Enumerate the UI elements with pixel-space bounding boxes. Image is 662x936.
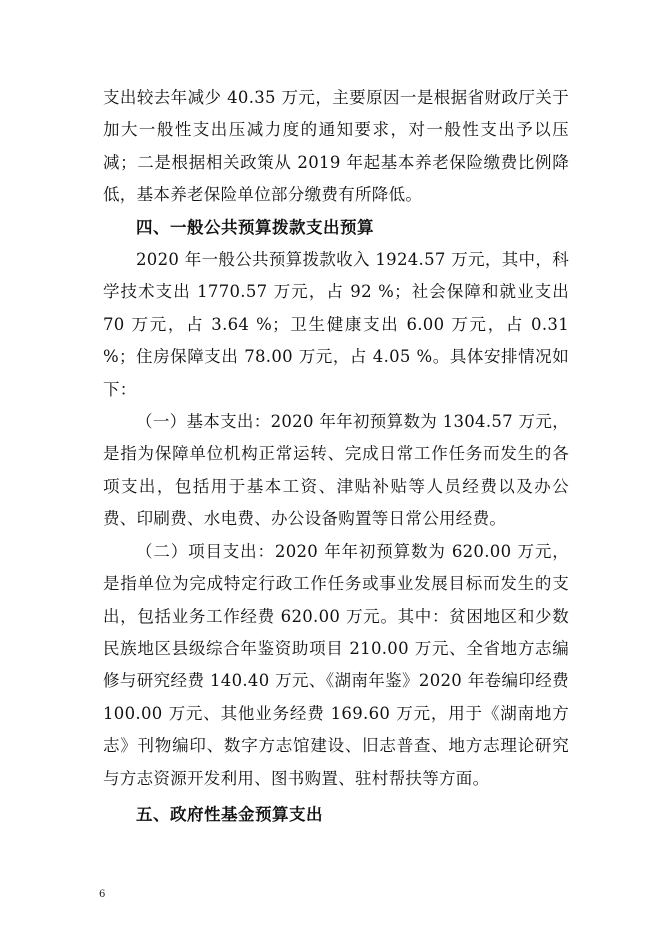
paragraph-appropriation-income: 2020 年一般公共预算拨款收入 1924.57 万元，其中，科学技术支出 1770.57 万元，占 92 %；社会保障和就业支出 70 万元，占 3.64 %；卫生健康支出 6.00 万元，占 0.31 %；住房保障支出 78.00 万元，占 4.05 %。具体安排情况如下： [103,250,569,399]
paragraph-expense-reduction: 支出较去年减少 40.35 万元，主要原因一是根据省财政厅关于加大一般性支出压减力度的通知要求，对一般性支出予以压减；二是根据相关政策从 2019 年起基本养老保险缴费比例降低，基本养老保险单位部分缴费有所降低。 [103,88,569,205]
section-heading-4: 四、一般公共预算拨款支出预算 [136,217,374,237]
page-content [103,82,569,831]
section-heading-5: 五、政府性基金预算支出 [136,804,323,824]
paragraph-project-expenditure: （二）项目支出：2020 年年初预算数为 620.00 万元，是指单位为完成特定行政工作任务或事业发展目标而发生的支出，包括业务工作经费 620.00 万元。其中：贫困地区和少数民族地区县级综合年鉴资助项目 210.00 万元、全省地方志编修与研究经费 140.40 万元、《湖南年鉴》2020 年卷编印经费 100.00 万元、其他业务经费 169.60 万元，用于《湖南地方志》刊物编印、数字方志馆建设、旧志普查、地方志理论研究与方志资源开发利用、图书购置、驻村帮扶等方面。 [103,541,569,788]
page-number: 6 [99,889,106,900]
paragraph-basic-expenditure: （一）基本支出：2020 年年初预算数为 1304.57 万元，是指为保障单位机构正常运转、完成日常工作任务而发生的各项支出，包括用于基本工资、津贴补贴等人员经费以及办公费、印刷费、水电费、办公设备购置等日常公用经费。 [103,412,569,529]
